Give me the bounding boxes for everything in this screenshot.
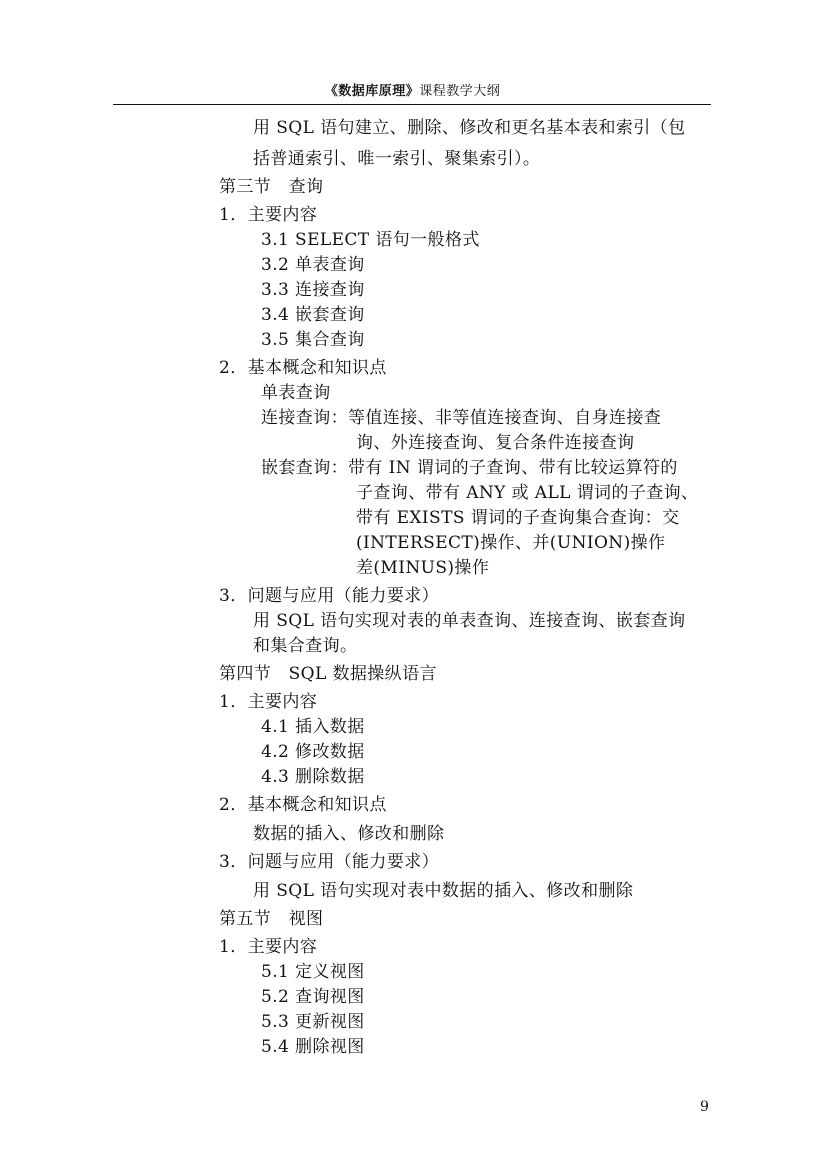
list-item: 3.2 单表查询: [261, 255, 365, 275]
list-item: 5.1 定义视图: [261, 962, 365, 982]
page-header: [0, 80, 825, 99]
list-item: 1．主要内容: [219, 692, 318, 712]
section-heading: 第三节 查询: [219, 177, 324, 197]
text-line: (INTERSECT)操作、并(UNION)操作: [356, 533, 666, 553]
text-line: 询、外连接查询、复合条件连接查询: [356, 433, 635, 453]
section-heading: 第五节 视图: [219, 909, 324, 929]
list-item: 2．基本概念和知识点: [219, 358, 387, 378]
list-item: 3．问题与应用（能力要求）: [219, 852, 440, 872]
text-line: 子查询、带有 ANY 或 ALL 谓词的子查询、: [356, 483, 699, 503]
list-item: 3.5 集合查询: [261, 330, 365, 350]
list-item: 4.3 删除数据: [261, 767, 365, 787]
list-item: 3.1 SELECT 语句一般格式: [261, 230, 480, 250]
text-line: 数据的插入、修改和删除: [253, 824, 445, 844]
list-item: 3.4 嵌套查询: [261, 305, 365, 325]
header-rule: [113, 104, 711, 105]
header-subtitle: 课程教学大纲: [419, 84, 501, 99]
list-item: 1．主要内容: [219, 205, 318, 225]
text-line: 用 SQL 语句实现对表的单表查询、连接查询、嵌套查询: [253, 611, 686, 631]
list-item: 3.3 连接查询: [261, 280, 365, 300]
text-line: 差(MINUS)操作: [356, 558, 490, 578]
list-item: 2．基本概念和知识点: [219, 795, 387, 815]
list-item: 4.1 插入数据: [261, 717, 365, 737]
header-book-title: 《数据库原理》: [324, 84, 420, 99]
text-line: 单表查询: [261, 383, 331, 403]
text-line: 嵌套查询：带有 IN 谓词的子查询、带有比较运算符的: [261, 458, 678, 478]
list-item: 3．问题与应用（能力要求）: [219, 586, 440, 606]
page-number: 9: [700, 1099, 709, 1115]
list-item: 5.4 删除视图: [261, 1037, 365, 1057]
text-line: 连接查询：等值连接、非等值连接查询、自身连接查: [261, 408, 662, 428]
list-item: 4.2 修改数据: [261, 742, 365, 762]
text-line: 用 SQL 语句实现对表中数据的插入、修改和删除: [253, 881, 634, 901]
text-line: 括普通索引、唯一索引、聚集索引）。: [253, 149, 541, 169]
list-item: 5.2 查询视图: [261, 987, 365, 1007]
list-item: 1．主要内容: [219, 937, 318, 957]
text-line: 用 SQL 语句建立、删除、修改和更名基本表和索引（包: [253, 118, 686, 138]
section-heading: 第四节 SQL 数据操纵语言: [219, 664, 437, 684]
list-item: 5.3 更新视图: [261, 1012, 365, 1032]
text-line: 带有 EXISTS 谓词的子查询集合查询：交: [356, 508, 680, 528]
text-line: 和集合查询。: [253, 636, 358, 656]
